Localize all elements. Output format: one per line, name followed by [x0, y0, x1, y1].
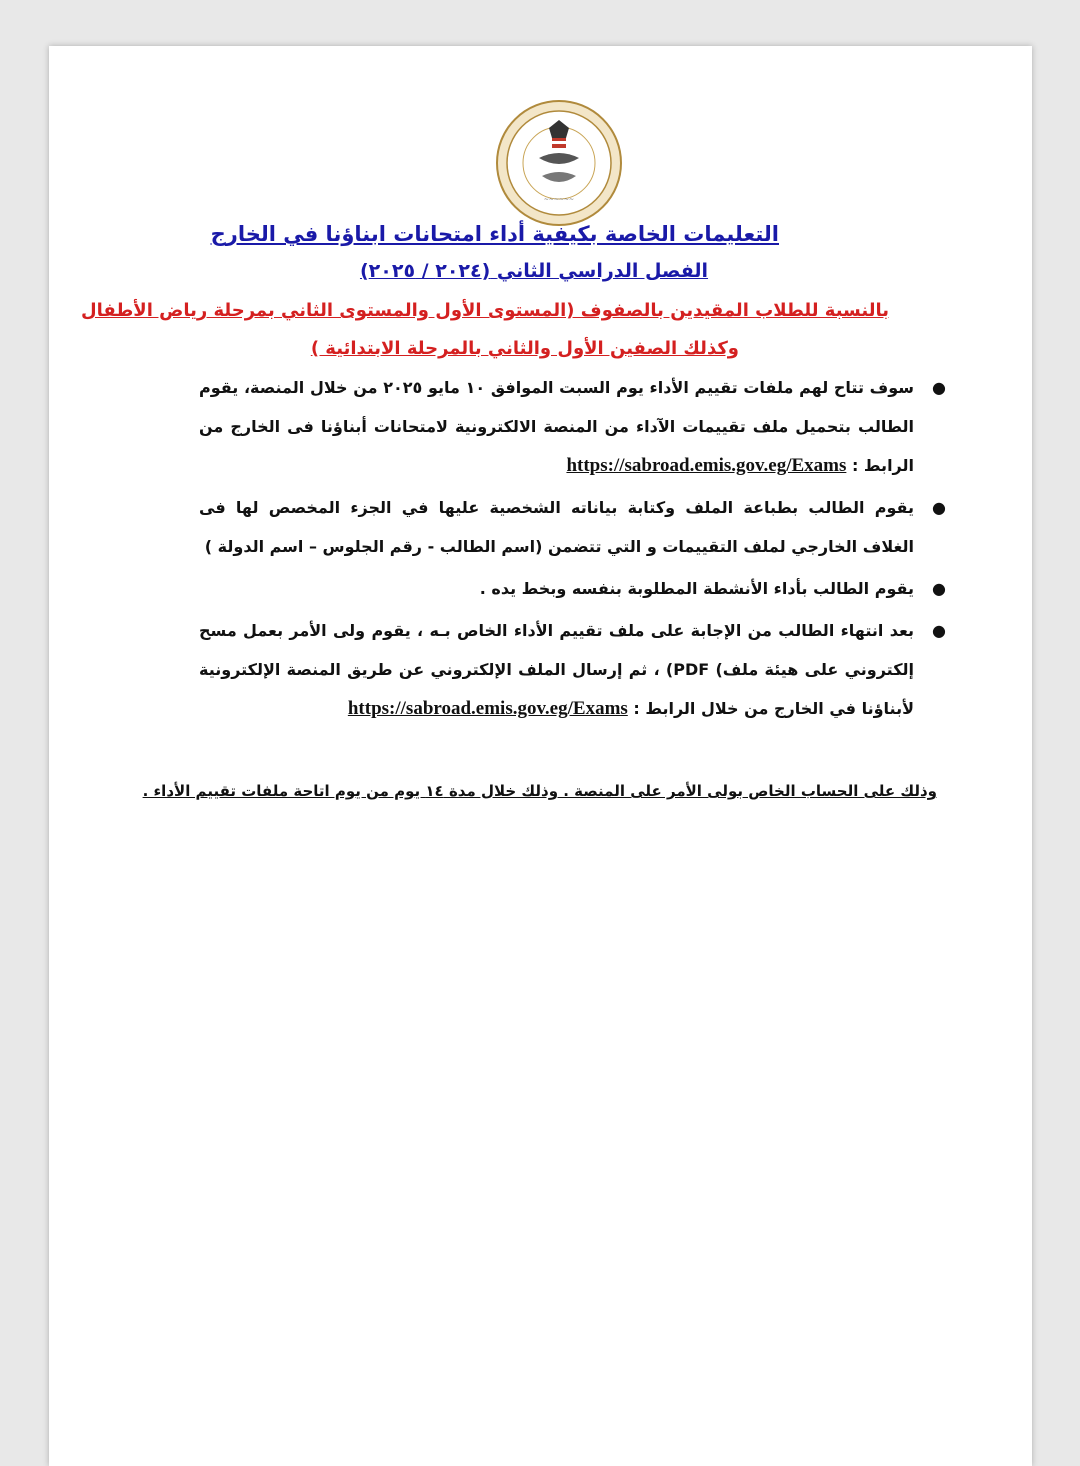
document-page: [49, 46, 1032, 1466]
instruction-text: يقوم الطالب بأداء الأنشطة المطلوبة بنفسه وبخط يده .: [479, 579, 914, 598]
instruction-text: بعد انتهاء الطالب من الإجابة على ملف تقييم الأداء الخاص بـه ، يقوم ولى الأمر بعمل مسح إلكتروني على هيئة ملف) PDF) ، ثم إرسال الملف الإلكتروني عن طريق المنصة الإلكترونية لأبناؤنا في الخارج من خلال الرابط :: [199, 621, 915, 718]
list-item: [199, 488, 954, 566]
ministry-seal-icon: [494, 98, 624, 228]
term-heading: [359, 260, 709, 282]
instructions-list: [199, 368, 954, 731]
academic-year: (٢٠٢٤ / ٢٠٢٥): [359, 260, 491, 282]
term-label: الفصل الدراسي الثاني: [496, 260, 709, 282]
footer-note: وذلك على الحساب الخاص بولى الأمر على المنصة . وذلك خلال مدة ١٤ يوم من يوم اتاحة ملفات تقييم الأداء .: [142, 782, 937, 800]
audience-line-2: وكذلك الصفين الأول والثاني بالمرحلة الابتدائية ): [310, 338, 739, 359]
svg-text:~~~~~~: ~~~~~~: [543, 196, 575, 203]
exams-link[interactable]: https://sabroad.emis.gov.eg/Exams: [347, 698, 628, 719]
list-item: [199, 611, 954, 728]
document-title: التعليمات الخاصة بكيفية أداء امتحانات ابناؤنا في الخارج: [210, 222, 779, 246]
exams-link[interactable]: https://sabroad.emis.gov.eg/Exams: [566, 455, 847, 476]
audience-line-1: بالنسبة للطلاب المقيدين بالصفوف (المستوى الأول والمستوى الثاني بمرحلة رياض الأطفال: [81, 300, 889, 321]
bullet-icon: ●: [932, 498, 946, 517]
bullet-icon: ●: [932, 378, 946, 397]
bullet-icon: ●: [932, 579, 946, 598]
list-item: [199, 569, 954, 608]
instruction-text: يقوم الطالب بطباعة الملف وكتابة بياناته الشخصية عليها في الجزء المخصص لها فى الغلاف الخارجي لملف التقييمات و التي تتضمن (اسم الطالب - رقم الجلوس – اسم الدولة ): [199, 498, 914, 556]
list-item: [199, 368, 954, 485]
instruction-text: سوف تتاح لهم ملفات تقييم الأداء يوم السبت الموافق ١٠ مايو ٢٠٢٥ من خلال المنصة، يقوم الطالب بتحميل ملف تقييمات الآداء من المنصة الالكترونية لامتحانات أبناؤنا فى الخارج من الرابط :: [199, 378, 915, 475]
bullet-icon: ●: [932, 621, 946, 640]
